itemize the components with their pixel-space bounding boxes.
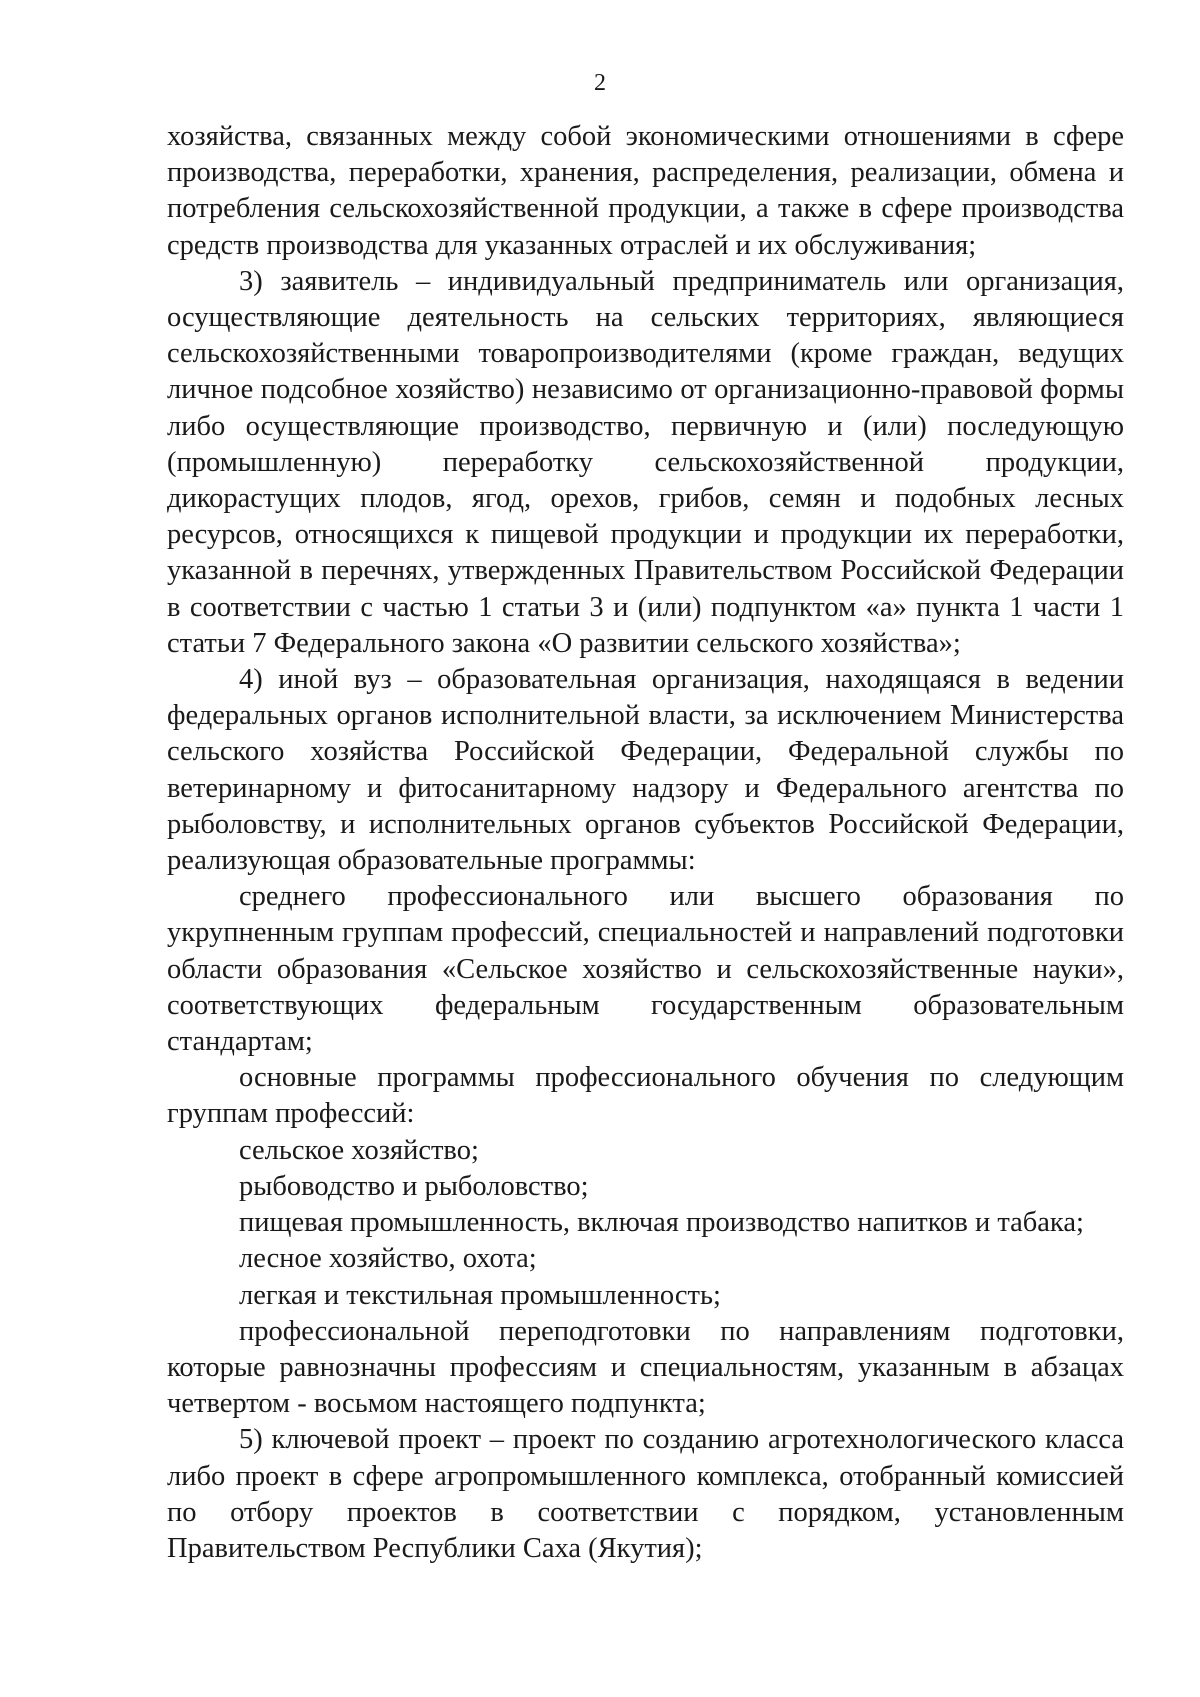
paragraph-item-4-other-university: 4) иной вуз – образовательная организация, находящаяся в ведении федеральных органов исполнительной власти, за исключением Министерства сельского хозяйства Российской Федерации, Федеральной службы по ветеринарному и фитосанитарному надзору и Федерального агентства по рыболовству, и исполнительных органов субъектов Российской Федерации, реализующая образовательные программы: <box>167 664 1124 877</box>
page-number: 2 <box>594 70 606 96</box>
list-item-agriculture: сельское хозяйство; <box>239 1134 479 1166</box>
paragraph-continuation: хозяйства, связанных между собой экономическими отношениями в сфере производства, переработки, хранения, распределения, реализации, обмена и потребления сельскохозяйственной продукции, а также в сфере производства средств производства для указанных отраслей и их обслуживания; <box>167 121 1124 261</box>
paragraph-item-5-key-project: 5) ключевой проект – проект по созданию агротехнологического класса либо проект в сфере агропромышленного комплекса, отобранный комиссией по отбору проектов в соответствии с порядком, установленным Правительством Республики Саха (Якутия); <box>167 1424 1124 1564</box>
paragraph-professional-training: основные программы профессионального обучения по следующим группам профессий: <box>167 1062 1124 1130</box>
list-item-fishery: рыбоводство и рыболовство; <box>239 1170 589 1202</box>
document-body <box>167 119 1124 1567</box>
paragraph-higher-education: среднего профессионального или высшего образования по укрупненным группам профессий, специальностей и направлений подготовки области образования «Сельское хозяйство и сельскохозяйственные науки», соответствующих федеральным государственным образовательным стандартам; <box>167 881 1124 1058</box>
paragraph-item-3-applicant: 3) заявитель – индивидуальный предприниматель или организация, осуществляющие деятельность на сельских территориях, являющиеся сельскохозяйственными товаропроизводителями (кроме граждан, ведущих личное подсобное хозяйство) независимо от организационно-правовой формы либо осуществляющие производство, первичную и (или) последующую (промышленную) переработку сельскохозяйственной продукции, дикорастущих плодов, ягод, орехов, грибов, семян и подобных лесных ресурсов, относящихся к пищевой продукции и продукции их переработки, указанной в перечнях, утвержденных Правительством Российской Федерации в соответствии с частью 1 статьи 3 и (или) подпунктом «а» пункта 1 части 1 статьи 7 Федерального закона «О развитии сельского хозяйства»; <box>167 265 1124 659</box>
list-item-food-industry: пищевая промышленность, включая производство напитков и табака; <box>239 1207 1084 1239</box>
list-item-light-industry: легкая и текстильная промышленность; <box>239 1279 721 1311</box>
paragraph-retraining: профессиональной переподготовки по направлениям подготовки, которые равнозначны профессиям и специальностям, указанным в абзацах четвертом - восьмом настоящего подпункта; <box>167 1315 1124 1420</box>
list-item-forestry: лесное хозяйство, охота; <box>239 1243 537 1275</box>
